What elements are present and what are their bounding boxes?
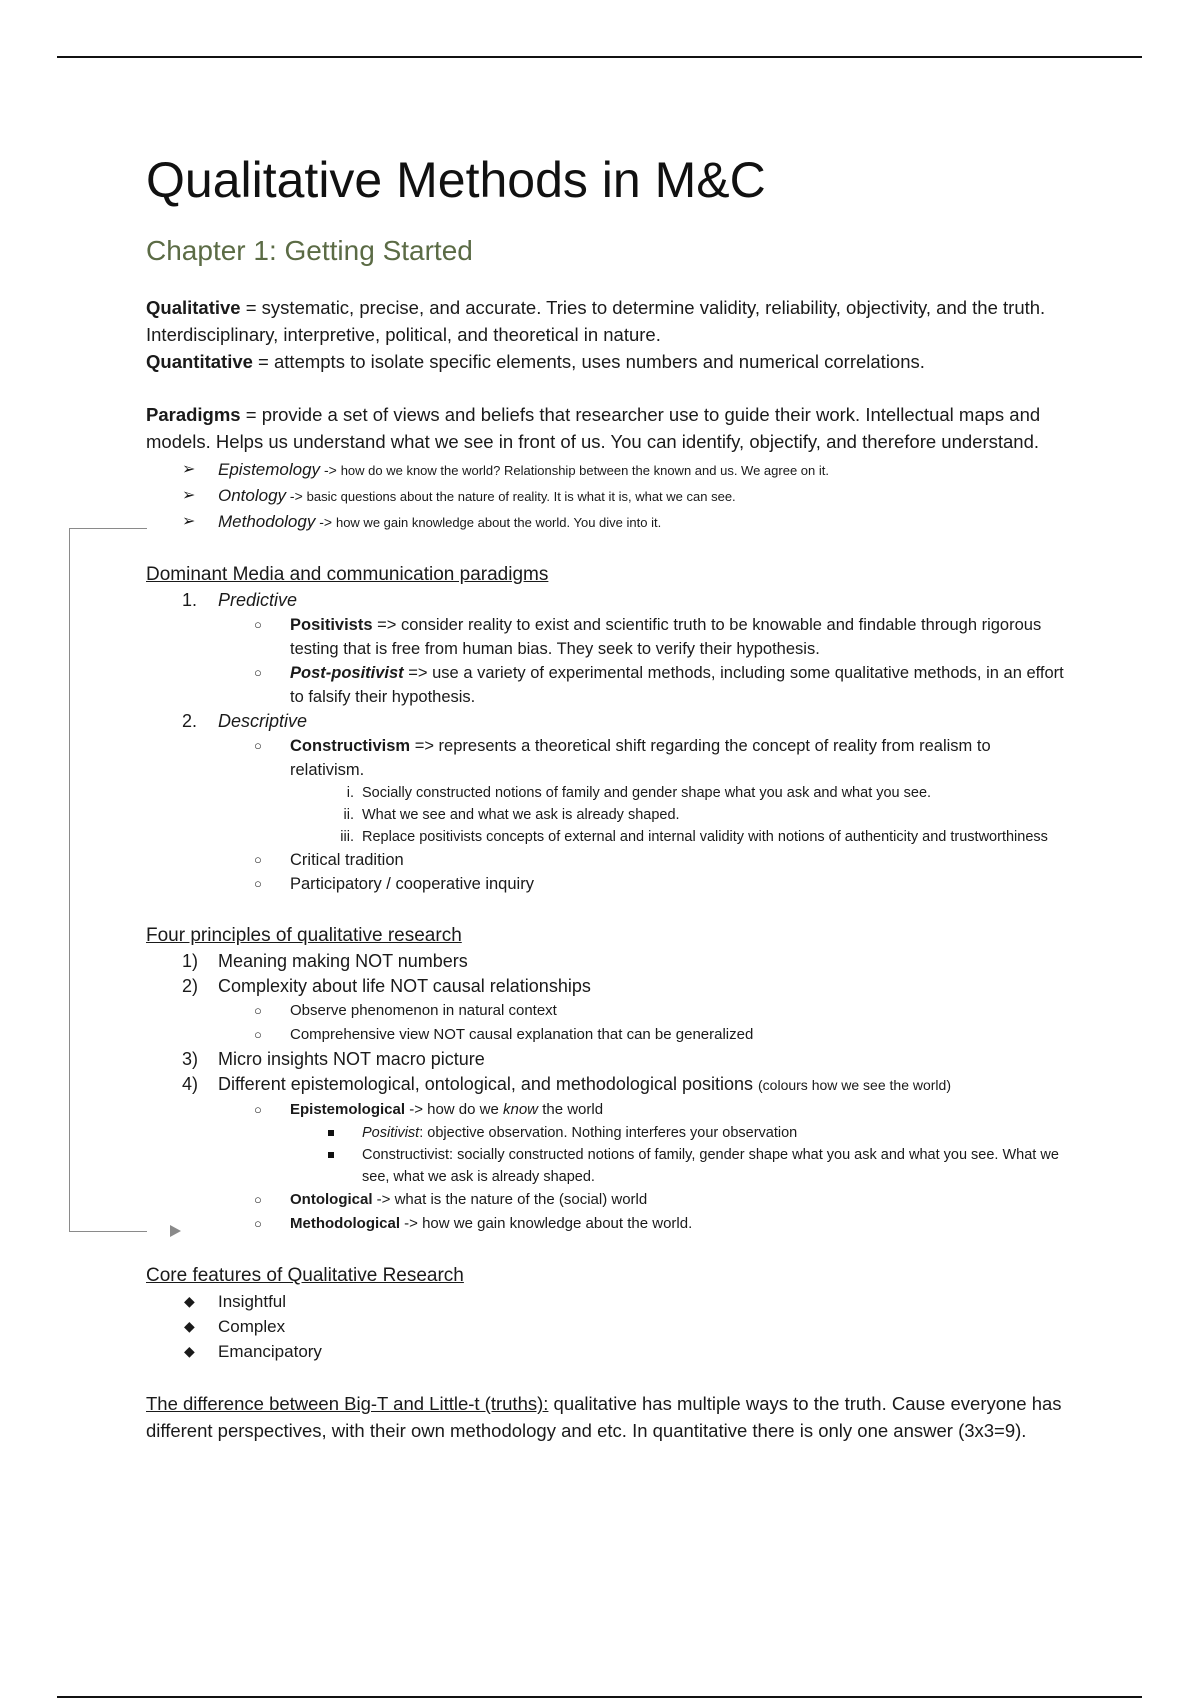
term: Ontology <box>218 486 287 505</box>
qualitative-term: Qualitative <box>146 297 241 318</box>
description: Participatory / cooperative inquiry <box>290 875 534 893</box>
description: Complexity about life NOT causal relationships <box>218 976 591 996</box>
description: Critical tradition <box>290 851 404 869</box>
circle-bullet-icon: ○ <box>254 1102 262 1117</box>
list-item <box>146 1314 1066 1339</box>
term: Epistemology <box>218 460 321 479</box>
description: Different epistemological, ontological, and methodological positions <box>218 1074 753 1094</box>
list-item <box>146 1289 1066 1314</box>
description: -> how we gain knowledge about the world. <box>400 1215 693 1232</box>
page-title: Qualitative Methods in M&C <box>146 152 766 208</box>
term: Constructivism <box>290 737 411 755</box>
diamond-bullet-icon: ◆ <box>184 1343 195 1359</box>
section-heading: Core features of Qualitative Research <box>146 1265 464 1286</box>
list-number: 1) <box>182 951 199 971</box>
term: Positivists <box>290 616 373 634</box>
description: Micro insights NOT macro picture <box>218 1049 485 1069</box>
list-number: 4) <box>182 1074 199 1094</box>
circle-bullet-icon: ○ <box>254 876 262 891</box>
emphasis: know <box>503 1101 539 1118</box>
section-heading: Four principles of qualitative research <box>146 925 462 946</box>
list-item <box>182 483 1066 509</box>
term: Post-positivist <box>290 664 404 682</box>
list-item <box>146 613 1066 661</box>
description: -> how do we <box>405 1101 503 1118</box>
truths-paragraph <box>146 1390 1066 1444</box>
square-bullet-icon <box>328 1152 334 1158</box>
description: Socially constructed notions of family and gender shape what you ask and what you see. <box>362 785 932 801</box>
description: Replace positivists concepts of external and internal validity with notions of authenticity and trustworthiness <box>362 829 1048 845</box>
description: Insightful <box>218 1292 287 1311</box>
quantitative-definition <box>146 348 1066 375</box>
list-number: 2. <box>182 711 198 731</box>
circle-bullet-icon: ○ <box>254 1003 262 1018</box>
separator: -> <box>286 488 307 504</box>
paradigms-text: = provide a set of views and beliefs that researcher use to guide their work. Intellectual maps and models. Helps us understand what we see in front of us. You can identify, objectify, and therefore understand. <box>146 404 1041 452</box>
connector-bracket <box>69 528 147 1232</box>
qualitative-definition <box>146 294 1066 348</box>
paradigm-aspects-list <box>146 457 1066 535</box>
arrow-bullet-icon: ➢ <box>182 487 196 504</box>
truths-text: qualitative has multiple ways to the truth. Cause everyone has different perspectives, with their own methodology and etc. In quantitative there is only one answer (3x3=9). <box>146 1393 1062 1441</box>
description: -> what is the nature of the (social) world <box>372 1191 648 1208</box>
list-item <box>146 1047 1066 1072</box>
list-item <box>146 1098 1066 1122</box>
quantitative-text: = attempts to isolate specific elements, uses numbers and numerical correlations. <box>252 351 925 372</box>
list-item <box>146 1212 1066 1236</box>
list-item <box>182 509 1066 535</box>
description: Observe phenomenon in natural context <box>290 1002 557 1019</box>
term: Ontological <box>290 1191 373 1208</box>
description: Comprehensive view NOT causal explanation that can be generalized <box>290 1026 754 1043</box>
term: Positivist <box>362 1125 420 1141</box>
list-item <box>146 999 1066 1023</box>
list-item <box>146 1122 1066 1144</box>
list-item <box>146 734 1066 782</box>
list-item <box>146 1144 1066 1188</box>
circle-bullet-icon: ○ <box>254 738 262 753</box>
list-number: iii. <box>340 829 354 845</box>
list-item <box>182 457 1066 483</box>
description: how we gain knowledge about the world. You dive into it. <box>335 515 662 530</box>
term: Methodology <box>218 512 316 531</box>
chapter-heading: Chapter 1: Getting Started <box>146 235 473 266</box>
list-item <box>146 1188 1066 1212</box>
description: => consider reality to exist and scientific truth to be knowable and findable through rigorous testing that is free from human bias. They seek to verify their hypothesis. <box>290 616 1042 658</box>
descriptive-label: Descriptive <box>218 711 308 731</box>
term: Epistemological <box>290 1101 406 1118</box>
list-item <box>146 826 1066 848</box>
square-bullet-icon <box>328 1130 334 1136</box>
definitions <box>146 294 1066 375</box>
section-heading: Dominant Media and communication paradigms <box>146 564 549 585</box>
note: (colours how we see the world) <box>758 1077 951 1093</box>
description: What we see and what we ask is already shaped. <box>362 807 680 823</box>
description: Constructivist: socially constructed notions of family, gender shape what you ask and what you see. What we see, what we ask is already shaped. <box>362 1147 1059 1185</box>
circle-bullet-icon: ○ <box>254 852 262 867</box>
bottom-rule <box>57 1696 1142 1698</box>
diamond-bullet-icon: ◆ <box>184 1318 195 1334</box>
circle-bullet-icon: ○ <box>254 1216 262 1231</box>
circle-bullet-icon: ○ <box>254 665 262 680</box>
term: Methodological <box>290 1215 400 1232</box>
list-item <box>146 661 1066 709</box>
list-item <box>146 782 1066 804</box>
diamond-bullet-icon: ◆ <box>184 1293 195 1309</box>
list-item <box>146 804 1066 826</box>
paradigms-term: Paradigms <box>146 404 241 425</box>
list-number: 2) <box>182 976 199 996</box>
description: : objective observation. Nothing interferes your observation <box>419 1125 798 1141</box>
description: basic questions about the nature of reality. It is what it is, what we can see. <box>306 489 736 504</box>
circle-bullet-icon: ○ <box>254 617 262 632</box>
list-item <box>146 872 1066 896</box>
description: Emancipatory <box>218 1342 322 1361</box>
description: how do we know the world? Relationship between the known and us. We agree on it. <box>340 463 829 478</box>
qualitative-text: = systematic, precise, and accurate. Tries to determine validity, reliability, objectivity, and the truth. Interdisciplinary, interpretive, political, and theoretical in nature. <box>146 297 1046 345</box>
list-item <box>146 1339 1066 1364</box>
separator: -> <box>320 462 341 478</box>
circle-bullet-icon: ○ <box>254 1027 262 1042</box>
list-item <box>146 848 1066 872</box>
paradigms-definition <box>146 401 1066 455</box>
list-item <box>146 1023 1066 1047</box>
predictive-label: Predictive <box>218 590 298 610</box>
list-number: 3) <box>182 1049 199 1069</box>
quantitative-term: Quantitative <box>146 351 253 372</box>
description: => represents a theoretical shift regarding the concept of reality from realism to relativism. <box>290 737 991 779</box>
arrow-bullet-icon: ➢ <box>182 461 196 478</box>
list-number: i. <box>346 785 354 801</box>
list-item <box>146 588 1066 613</box>
list-item <box>146 1072 1066 1098</box>
circle-bullet-icon: ○ <box>254 1192 262 1207</box>
document-body <box>146 150 1066 1444</box>
description: Complex <box>218 1317 286 1336</box>
truths-heading: The difference between Big-T and Little-t (truths): <box>146 1393 549 1414</box>
description: the world <box>538 1101 604 1118</box>
arrow-bullet-icon: ➢ <box>182 513 196 530</box>
description: => use a variety of experimental methods, including some qualitative methods, in an effort to falsify their hypothesis. <box>290 664 1064 706</box>
separator: -> <box>315 514 336 530</box>
list-number: 1. <box>182 590 198 610</box>
top-rule <box>57 56 1142 58</box>
list-number: ii. <box>343 807 354 823</box>
list-item <box>146 974 1066 999</box>
list-item <box>146 949 1066 974</box>
description: Meaning making NOT numbers <box>218 951 468 971</box>
list-item <box>146 709 1066 734</box>
